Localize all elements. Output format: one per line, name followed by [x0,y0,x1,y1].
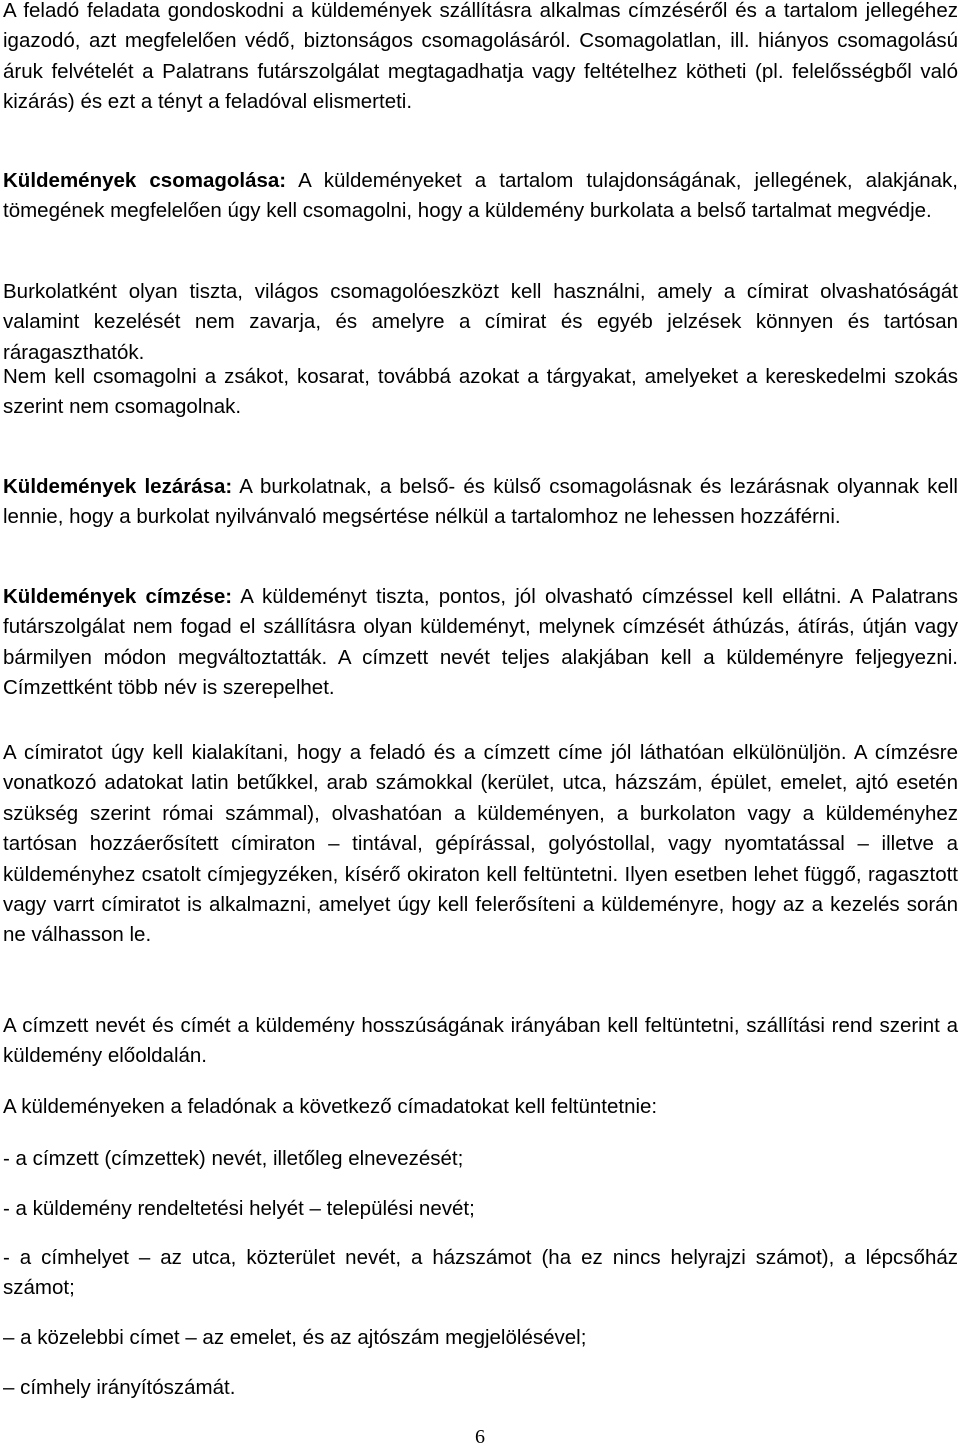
paragraph-text: A feladó feladata gondoskodni a küldemények szállításra alkalmas címzéséről és a tartalom jellegéhez igazodó, azt megfelelően védő, biztonságos csomagolásáról. Csomagolatlan, ill. hiányos csomagolású áruk felvételét a Palatrans futárszolgálat megtagadhatja vagy feltételhez kötheti (pl. felelősségből való kizárás) és ezt a tényt a feladóval elismerteti. [3,0,958,114]
list-item-text: - a küldemény rendeltetési helyét – települési nevét; [3,1197,475,1220]
list-item-text: – a közelebbi címet – az emelet, és az ajtószám megjelölésével; [3,1326,587,1349]
page-number: 6 [475,1426,485,1448]
paragraph-heading: Küldemények lezárása: [3,475,233,498]
list-item-recipient-name [3,1144,958,1174]
paragraph-text: Burkolatként olyan tiszta, világos csomagolóeszközt kell használni, amely a címirat olvashatóságát valamint kezelését nem zavarja, és amelyre a címirat és egyéb jelzések könnyen és tartósan ráragaszthatók. [3,280,958,364]
list-item-postal-code [3,1373,958,1403]
list-item-floor-door [3,1323,958,1353]
paragraph-addressing [3,582,958,704]
paragraph-text: A címzett nevét és címét a küldemény hosszúságának irányában kell feltüntetni, szállítási rend szerint a küldemény előoldalán. [3,1014,958,1068]
list-item-destination [3,1194,958,1224]
paragraph-address-label [3,738,958,951]
list-item-street-address [3,1243,958,1304]
paragraph-text: A burkolatnak, a belső- és külső csomagolásnak és lezárásnak olyannak kell lennie, hogy a burkolat nyilvánvaló megsértése nélkül a tartalomhoz ne lehessen hozzáférni. [3,475,958,529]
paragraph-packaging [3,166,958,227]
paragraph-text: A küldeményeken a feladónak a következő címadatokat kell feltüntetnie: [3,1095,658,1118]
paragraph-text: Nem kell csomagolni a zsákot, kosarat, továbbá azokat a tárgyakat, amelyeket a kereskedelmi szokás szerint nem csomagolnak. [3,365,958,419]
paragraph-text: A címiratot úgy kell kialakítani, hogy a feladó és a címzett címe jól láthatóan elkülönüljön. A címzésre vonatkozó adatokat latin betűkkel, arab számokkal (kerület, utca, házszám, épület, emelet, ajtó esetén szükség szerint római számmal), olvashatóan a küldeményen, a burkolaton vagy a küldeményhez tartósan hozzáerősített címiraton – tintával, gépírással, golyóstollal, vagy nyomtatással – illetve a küldeményhez csatolt címjegyzéken, kísérő okiraton kell feltüntetni. Ilyen esetben lehet függő, ragasztott vagy varrt címiratot is alkalmazni, amelyet úgy kell felerősíteni a küldeményre, hogy az a kezelés során ne válhasson le. [3,741,958,947]
paragraph-wrapping [3,277,958,368]
list-item-text: – címhely irányítószámát. [3,1376,236,1399]
paragraph-no-packaging [3,362,958,423]
paragraph-heading: Küldemények címzése: [3,585,233,608]
paragraph-heading: Küldemények csomagolása: [3,169,287,192]
paragraph-text: A küldeményeket a tartalom tulajdonságának, jellegének, alakjának, tömegének megfelelően úgy kell csomagolni, hogy a küldemény burkolata a belső tartalmat megvédje. [3,169,958,223]
list-item-text: - a címzett (címzettek) nevét, illetőleg elnevezését; [3,1147,464,1170]
list-item-text: - a címhelyet – az utca, közterület nevét, a házszámot (ha ez nincs helyrajzi számot), a lépcsőház számot; [3,1246,958,1300]
paragraph-address-direction [3,1011,958,1072]
paragraph-address-data-intro [3,1092,958,1122]
paragraph-intro [3,0,958,118]
paragraph-sealing [3,472,958,533]
paragraph-text: A küldeményt tiszta, pontos, jól olvasható címzéssel kell ellátni. A Palatrans futárszolgálat nem fogad el szállításra olyan küldeményt, melynek címzését áthúzás, átírás, útján vagy bármilyen módon megváltoztatták. A címzett nevét teljes alakjában kell a küldeményre feljegyezni. Címzettként több név is szerepelhet. [3,585,958,700]
